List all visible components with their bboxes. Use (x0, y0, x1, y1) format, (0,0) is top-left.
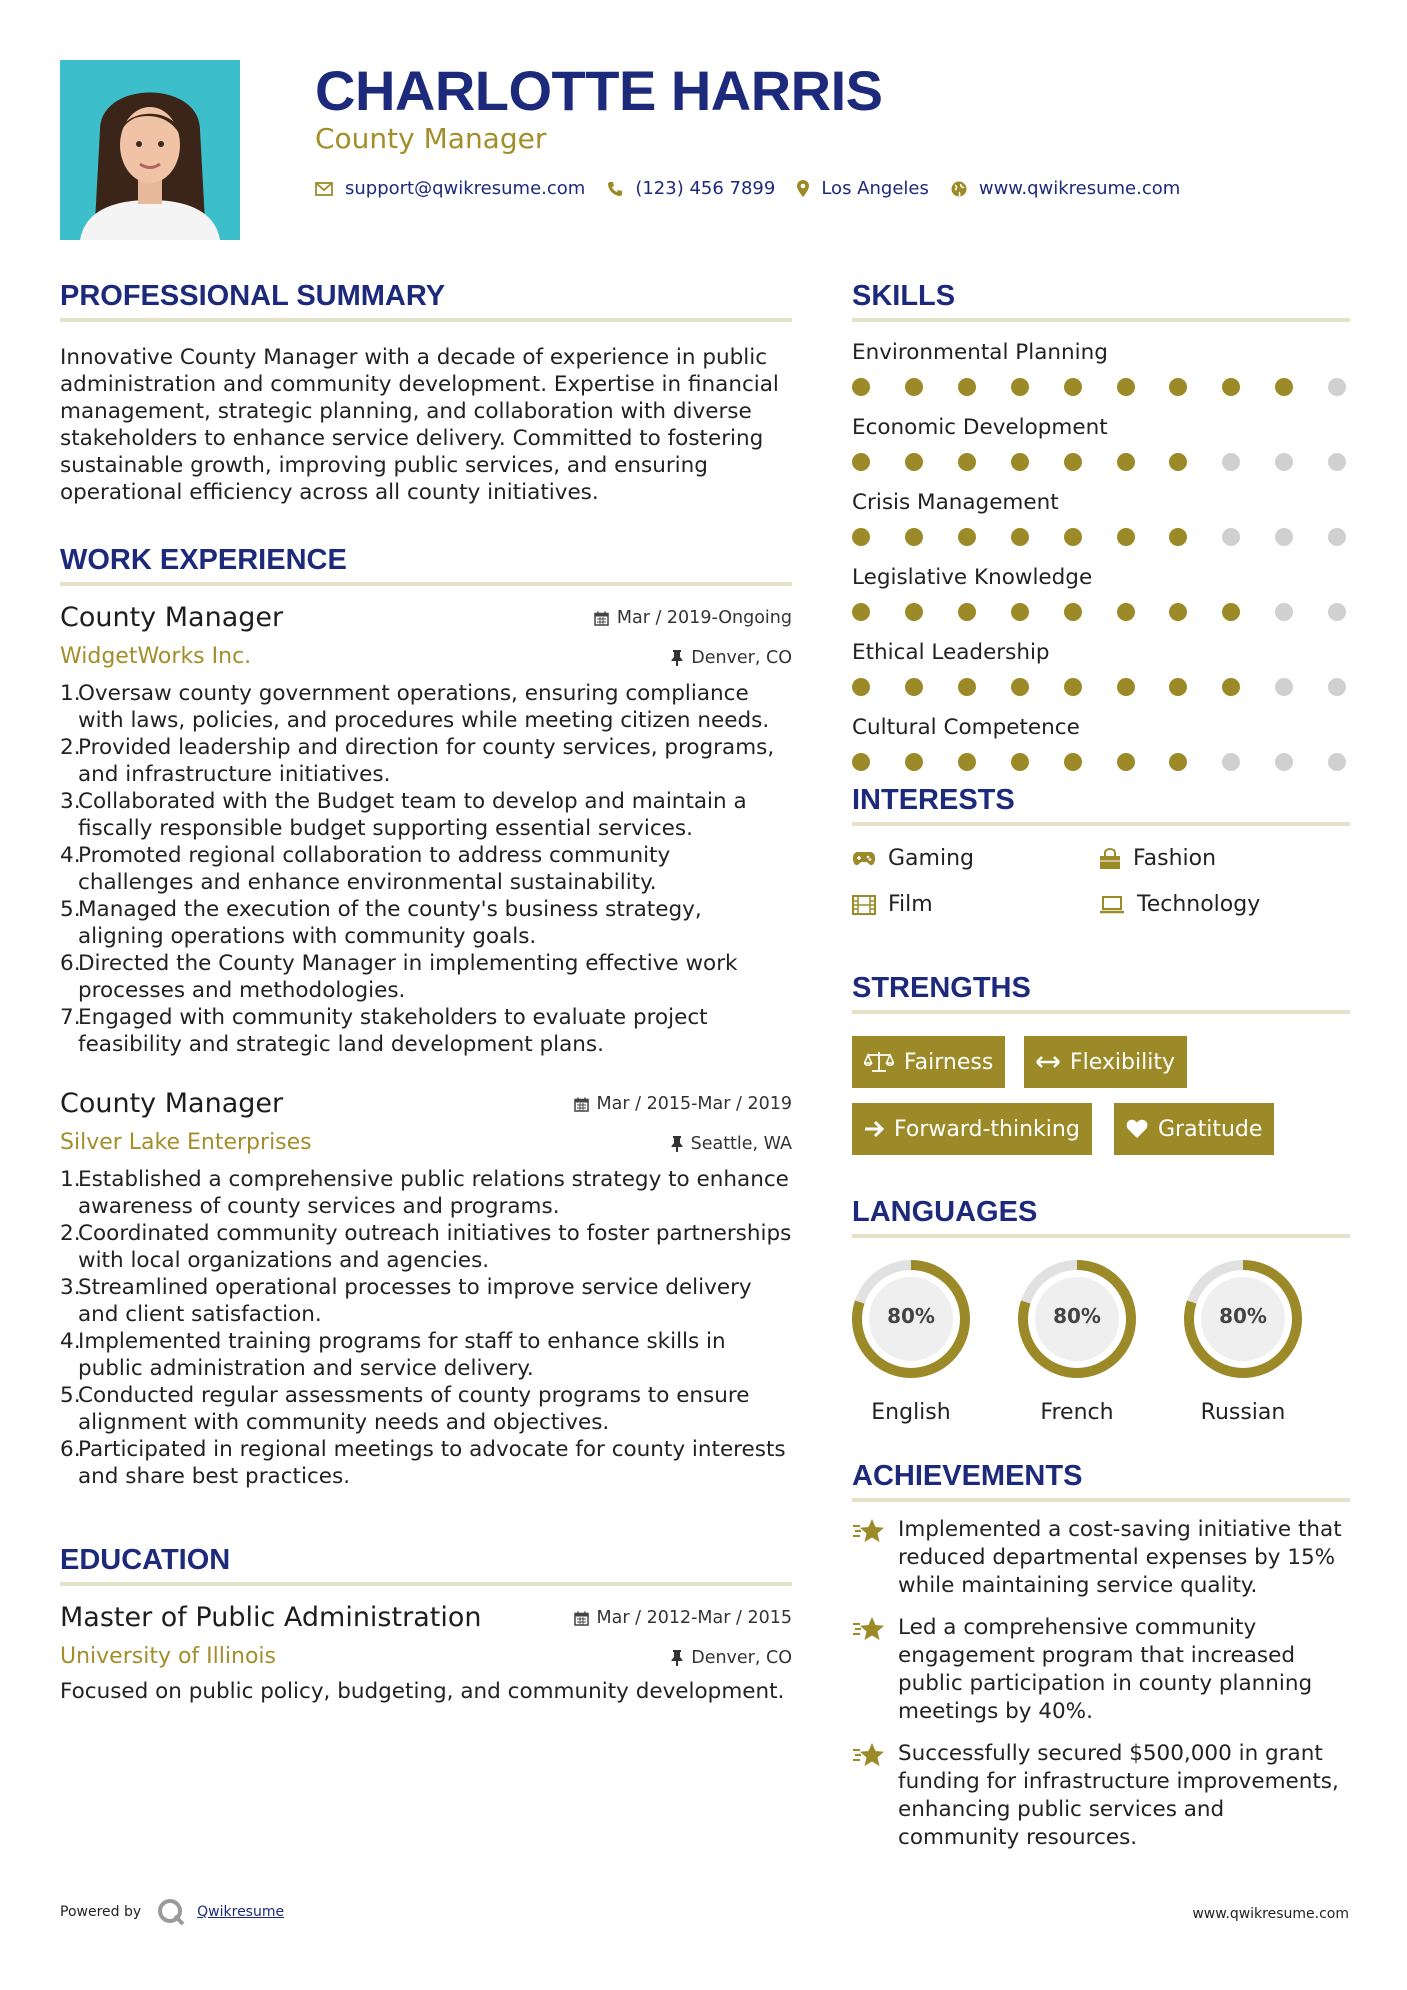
contact-location-text: Los Angeles (821, 178, 929, 199)
job-dates-text: Mar / 2015-Mar / 2019 (596, 1094, 792, 1114)
skill-dot-empty (1328, 528, 1346, 546)
skill-dot-filled (852, 753, 870, 771)
skill-name: Crisis Management (852, 490, 1059, 515)
achievement-text: Successfully secured $500,000 in grant funding for infrastructure improvements, enhancing public services and community resources. (898, 1741, 1339, 1850)
skill-dot-filled (852, 378, 870, 396)
contact-location (797, 178, 929, 199)
map-pin-icon (797, 180, 809, 197)
language-name: French (1040, 1400, 1114, 1425)
strength-label: Flexibility (1070, 1049, 1175, 1075)
skill-dot-filled (905, 378, 923, 396)
skill-dot-filled (1117, 528, 1135, 546)
interests-heading: INTERESTS (852, 784, 1015, 816)
contact-website[interactable] (951, 178, 1180, 199)
skill-rating (852, 447, 1350, 477)
strength-tag (1024, 1036, 1187, 1088)
interests-rule (852, 822, 1350, 826)
right-column (852, 276, 1350, 1852)
skill-dot-filled (1011, 528, 1029, 546)
interest-item (1099, 892, 1260, 917)
star-icon (852, 1518, 886, 1544)
skill-dot-filled (852, 453, 870, 471)
skill-dot-filled (1169, 678, 1187, 696)
skill-dot-filled (1064, 453, 1082, 471)
education-rule (60, 1582, 792, 1586)
gamepad-icon (852, 851, 876, 867)
skill-dot-filled (1064, 378, 1082, 396)
film-icon (852, 895, 876, 915)
profile-photo (60, 60, 240, 240)
skill-dot-filled (905, 753, 923, 771)
star-icon (852, 1742, 886, 1768)
contact-email-text: support@qwikresume.com (345, 178, 586, 199)
pushpin-icon (671, 650, 683, 666)
skills-rule (852, 318, 1350, 322)
contact-phone-text: (123) 456 7899 (635, 178, 776, 199)
job-header (60, 1088, 792, 1126)
job-entry (60, 602, 792, 1058)
skill-item (852, 488, 1350, 563)
language-percent: 80% (1053, 1304, 1101, 1328)
skill-rating (852, 672, 1350, 702)
skill-dot-filled (1064, 753, 1082, 771)
interest-label: Technology (1137, 892, 1261, 917)
calendar-icon (574, 1611, 589, 1626)
skill-dot-empty (1222, 453, 1240, 471)
list-item: Streamlined operational processes to improve service delivery and client satisfaction. (78, 1275, 752, 1327)
skill-item (852, 563, 1350, 638)
summary-text: Innovative County Manager with a decade of experience in public administration and community development. Expertise in financial management, strategic planning, and collaboration with diverse stakeholders to enhance service delivery. Committed to fostering sustainable growth, improving public services, and ensuring operational efficiency across all county initiatives. (60, 345, 779, 505)
skill-item (852, 413, 1350, 488)
strength-label: Fairness (904, 1049, 994, 1075)
summary-heading: PROFESSIONAL SUMMARY (60, 280, 446, 312)
interest-item (852, 892, 933, 917)
job-location (671, 648, 792, 668)
list-item: Managed the execution of the county's business strategy, aligning operations with community goals. (78, 897, 702, 949)
list-item: Directed the County Manager in implementing effective work processes and methodologies. (78, 951, 738, 1003)
skill-name: Economic Development (852, 415, 1108, 440)
experience-heading: WORK EXPERIENCE (60, 544, 347, 576)
achievement-item (852, 1516, 1350, 1600)
skill-dot-filled (1064, 678, 1082, 696)
skill-dot-filled (1169, 378, 1187, 396)
achievements-rule (852, 1498, 1350, 1502)
interest-item (1099, 846, 1216, 871)
skills-section (852, 276, 1350, 788)
skill-dot-filled (1169, 528, 1187, 546)
footer-powered (60, 1898, 284, 1926)
language-item (1178, 1254, 1308, 1425)
achievement-text: Implemented a cost-saving initiative that reduced departmental expenses by 15% while maintaining service quality. (898, 1517, 1342, 1598)
pushpin-icon (671, 1136, 683, 1152)
interest-item (852, 846, 974, 871)
skill-item (852, 638, 1350, 713)
job-entry (60, 1088, 792, 1490)
language-item (1012, 1254, 1142, 1425)
job-bullets (60, 680, 792, 1058)
education-section (60, 1540, 792, 1705)
candidate-role: County Manager (315, 122, 547, 155)
job-dates (594, 608, 792, 628)
skill-dot-empty (1275, 603, 1293, 621)
skill-dot-empty (1222, 528, 1240, 546)
skill-rating (852, 522, 1350, 552)
contact-website-text: www.qwikresume.com (978, 178, 1181, 199)
skill-dot-filled (1011, 753, 1029, 771)
skill-dot-filled (1222, 378, 1240, 396)
skill-dot-empty (1328, 678, 1346, 696)
education-school: University of Illinois (60, 1644, 276, 1669)
language-percent: 80% (887, 1304, 935, 1328)
strength-label: Forward-thinking (894, 1116, 1080, 1142)
skill-dot-filled (905, 603, 923, 621)
skill-rating (852, 597, 1350, 627)
envelope-icon (315, 182, 333, 196)
summary-rule (60, 318, 792, 322)
skill-rating (852, 747, 1350, 777)
language-percent: 80% (1219, 1304, 1267, 1328)
strengths-rule (852, 1010, 1350, 1014)
achievements-heading: ACHIEVEMENTS (852, 1460, 1083, 1492)
skill-item (852, 338, 1350, 413)
job-location (671, 1134, 792, 1154)
achievement-item (852, 1740, 1350, 1852)
interests-list (852, 840, 1350, 940)
job-title: County Manager (60, 602, 284, 633)
skill-dot-filled (1222, 678, 1240, 696)
list-item: Conducted regular assessments of county programs to ensure alignment with community needs and objectives. (78, 1383, 750, 1435)
summary-section (60, 276, 792, 506)
skill-dot-filled (852, 603, 870, 621)
skill-dot-filled (958, 453, 976, 471)
experience-section (60, 540, 792, 1490)
skill-dot-empty (1275, 753, 1293, 771)
strength-tag (852, 1103, 1092, 1155)
skill-dot-filled (958, 753, 976, 771)
skill-dot-filled (1117, 378, 1135, 396)
skills-heading: SKILLS (852, 280, 956, 312)
skill-dot-filled (1222, 603, 1240, 621)
skill-rating (852, 372, 1350, 402)
skill-dot-filled (905, 453, 923, 471)
skill-dot-filled (1064, 528, 1082, 546)
laptop-icon (1099, 896, 1125, 914)
list-item: Established a comprehensive public relations strategy to enhance awareness of county services and programs. (78, 1167, 789, 1219)
achievement-item (852, 1614, 1350, 1726)
phone-icon (607, 181, 623, 197)
skill-dot-filled (1117, 678, 1135, 696)
skills-list (852, 338, 1350, 788)
skill-name: Cultural Competence (852, 715, 1080, 740)
strengths-heading: STRENGTHS (852, 972, 1031, 1004)
skill-name: Ethical Leadership (852, 640, 1050, 665)
skill-dot-filled (1169, 753, 1187, 771)
language-name: Russian (1200, 1400, 1286, 1425)
skill-dot-filled (1117, 453, 1135, 471)
skill-item (852, 713, 1350, 788)
pushpin-icon (671, 1650, 683, 1666)
skill-dot-filled (1117, 603, 1135, 621)
list-item: Engaged with community stakeholders to evaluate project feasibility and strategic land development plans. (78, 1005, 708, 1057)
strength-tag (852, 1036, 1005, 1088)
skill-dot-filled (1169, 453, 1187, 471)
interest-label: Film (888, 892, 933, 917)
education-entry (60, 1602, 792, 1705)
list-item: Provided leadership and direction for county services, programs, and infrastructure initiatives. (78, 735, 775, 787)
powered-by-label: Powered by (60, 1904, 142, 1920)
skill-dot-empty (1222, 753, 1240, 771)
skill-dot-filled (1275, 378, 1293, 396)
education-degree: Master of Public Administration (60, 1602, 482, 1633)
job-company: WidgetWorks Inc. (60, 644, 252, 669)
skill-dot-filled (1169, 603, 1187, 621)
skill-dot-filled (1011, 603, 1029, 621)
languages-heading: LANGUAGES (852, 1196, 1038, 1228)
skill-name: Environmental Planning (852, 340, 1108, 365)
skill-dot-empty (1328, 453, 1346, 471)
interest-label: Gaming (888, 846, 974, 871)
brand-link[interactable]: Qwikresume (197, 1904, 285, 1920)
skill-dot-filled (852, 528, 870, 546)
strengths-list (852, 1036, 1350, 1176)
arrows-horizontal-icon (1036, 1055, 1060, 1069)
skill-dot-filled (958, 528, 976, 546)
education-header (60, 1602, 792, 1640)
list-item: Oversaw county government operations, ensuring compliance with laws, policies, and procedures while meeting citizen needs. (78, 681, 770, 733)
skill-dot-filled (905, 528, 923, 546)
job-title: County Manager (60, 1088, 284, 1119)
footer-website[interactable]: www.qwikresume.com (1192, 1906, 1349, 1922)
skill-dot-filled (852, 678, 870, 696)
qwikresume-logo-icon (157, 1898, 185, 1926)
list-item: Promoted regional collaboration to address community challenges and enhance environmental sustainability. (78, 843, 671, 895)
globe-icon (951, 181, 967, 197)
skill-dot-empty (1328, 753, 1346, 771)
language-name: English (871, 1400, 951, 1425)
education-dates-text: Mar / 2012-Mar / 2015 (596, 1608, 792, 1628)
heart-icon (1126, 1119, 1148, 1139)
job-bullets (60, 1166, 792, 1490)
skill-dot-filled (905, 678, 923, 696)
languages-list (852, 1254, 1350, 1434)
skill-dot-filled (1064, 603, 1082, 621)
languages-section (852, 1192, 1350, 1434)
skill-dot-filled (1011, 378, 1029, 396)
skill-dot-empty (1275, 528, 1293, 546)
job-location-text: Denver, CO (691, 648, 792, 668)
strength-label: Gratitude (1158, 1116, 1263, 1142)
language-item (846, 1254, 976, 1425)
job-dates (574, 1094, 792, 1114)
interest-label: Fashion (1133, 846, 1217, 871)
job-dates-text: Mar / 2019-Ongoing (616, 608, 792, 628)
education-location (671, 1648, 792, 1668)
star-icon (852, 1616, 886, 1642)
education-location-text: Denver, CO (691, 1648, 792, 1668)
strength-tag (1114, 1103, 1274, 1155)
calendar-icon (594, 611, 609, 626)
languages-rule (852, 1234, 1350, 1238)
contact-email[interactable] (315, 178, 585, 199)
education-heading: EDUCATION (60, 1544, 231, 1576)
achievements-section (852, 1456, 1350, 1852)
skill-dot-filled (1117, 753, 1135, 771)
skill-dot-empty (1328, 603, 1346, 621)
skill-dot-empty (1275, 453, 1293, 471)
list-item: Coordinated community outreach initiatives to foster partnerships with local organizations and agencies. (78, 1221, 792, 1273)
skill-dot-filled (958, 378, 976, 396)
list-item: Participated in regional meetings to advocate for county interests and share best practices. (78, 1437, 786, 1489)
education-dates (574, 1608, 792, 1628)
skill-dot-empty (1328, 378, 1346, 396)
list-item: Collaborated with the Budget team to develop and maintain a fiscally responsible budget supporting essential services. (78, 789, 747, 841)
achievements-list (852, 1516, 1350, 1852)
calendar-icon (574, 1097, 589, 1112)
job-location-text: Seattle, WA (690, 1134, 792, 1154)
contact-bar (315, 178, 1202, 199)
contact-phone[interactable] (607, 178, 775, 199)
experience-rule (60, 582, 792, 586)
education-description: Focused on public policy, budgeting, and community development. (60, 1679, 785, 1704)
candidate-name: CHARLOTTE HARRIS (315, 59, 883, 122)
skill-dot-filled (958, 678, 976, 696)
achievement-text: Led a comprehensive community engagement program that increased public participation in county planning meetings by 40%. (898, 1615, 1313, 1724)
list-item: Implemented training programs for staff to enhance skills in public administration and service delivery. (78, 1329, 726, 1381)
balance-scale-icon (864, 1051, 894, 1073)
arrow-right-icon (864, 1120, 884, 1138)
left-column (60, 276, 792, 1705)
skill-dot-empty (1275, 678, 1293, 696)
skill-dot-filled (1011, 678, 1029, 696)
shopping-bag-icon (1099, 848, 1121, 870)
strengths-section (852, 968, 1350, 1176)
skill-dot-filled (1011, 453, 1029, 471)
job-company: Silver Lake Enterprises (60, 1130, 312, 1155)
interests-section (852, 780, 1350, 940)
skill-name: Legislative Knowledge (852, 565, 1093, 590)
job-header (60, 602, 792, 640)
skill-dot-filled (958, 603, 976, 621)
